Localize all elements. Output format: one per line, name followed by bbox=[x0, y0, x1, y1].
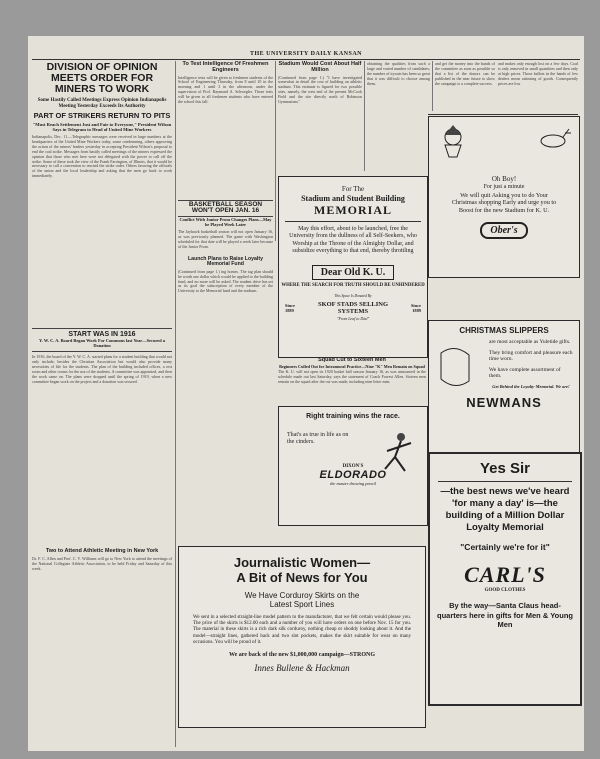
basketball-story: The Jayhawk basketball season will not open January 16, as was previously planned. The game with Washington scheduled for that date will be played a week later because of the Junior Prom. bbox=[178, 229, 273, 249]
squad-story: The K. U. will not open its 1920 basket ball season January 16, as was announced in the schedule made out last Saturday, says the statement of Coach Forrest Allen. Sixteen men remain on the squad after the cut was made, including nine letter men. bbox=[278, 370, 426, 385]
loyalty-fund-headline: Launch Plans to Raise Loyalty Memorial Fund bbox=[188, 255, 263, 268]
hackman-title-1: Journalistic Women— bbox=[233, 555, 371, 570]
divider bbox=[428, 114, 578, 115]
carls-footer: By the way—Santa Claus head-quarters here in gifts for Men & Young Men bbox=[437, 601, 573, 629]
obers-logo: Ober's bbox=[480, 222, 527, 239]
loyalty-fund-story: (Continued from page 1.) ing homes. The tag plan should be worth one dollar which would be applied to the building fund, and no more will be asked. The student drive has set as its goal the subscription of every member of the University to the Memorial fund and the stadium. bbox=[178, 269, 273, 294]
coal-supply-story: and makes only enough lost on a few days. Coal is only removed in small quantities and then only at high prices. Those ballots in the hands of few dealers mean rationing of goods. Consequently prices are low bbox=[498, 62, 578, 86]
slippers-text-4: Get Behind the Loyalty-Memorial. We are! bbox=[492, 383, 570, 389]
memorial-since-right: Since 1889 bbox=[410, 302, 421, 313]
carls-logo-sub: GOOD CLOTHES bbox=[484, 588, 526, 593]
y-w-c-a-heading: START WAS IN 1916 bbox=[68, 331, 136, 339]
slippers-heading: CHRISTMAS SLIPPERS bbox=[459, 326, 549, 335]
column-rule bbox=[175, 61, 176, 747]
engineers-headline: To Test Intelligence Of Freshmen Engineers bbox=[182, 61, 269, 73]
obers-oh-boy: Oh Boy! bbox=[491, 175, 517, 183]
slippers-text-2: They bring comfort and pleasure each time worn. bbox=[489, 349, 573, 363]
obers-ad bbox=[428, 116, 580, 278]
basketball-subhead: Conflict With Junior Prom Changes Plans—May be Played Week Later bbox=[179, 217, 272, 227]
memorial-slogan: Dear Old K. U. bbox=[312, 265, 395, 280]
dixon-tagline: the master drawing pencil bbox=[330, 481, 376, 486]
carls-logo: CARL'S bbox=[464, 562, 546, 587]
memorial-slogan-2: WHERE THE SEARCH FOR TRUTH SHOULD BE UNHINDERED bbox=[281, 282, 425, 288]
memorial-text: May this effort, about to be launched, free the University from the dullness of all Self-Seekers, who Worship at the Throne of the Almighty Dollar, and subsidize everything to that end, thereby throttling bbox=[289, 226, 417, 255]
memorial-company-logo: SKOF STADS SELLING SYSTEMS bbox=[317, 300, 389, 315]
engineers-story: Intelligence tests will be given to freshmen students of the School of Engineering Thursday, from 8 until 10 in the morning and 1 until 3 in the afternoon, under the supervision of Prof. Raymond A. Schwegler. Those tests will be given to all freshmen students who have entered the school this fall. bbox=[178, 75, 273, 105]
memorial-tagline: "From Leaf to Dial" bbox=[336, 315, 370, 321]
dixon-text: That's as true in life as on the cinders. bbox=[287, 432, 349, 445]
lead-headline: DIVISION OF OPINION MEETS ORDER FOR MINERS TO WORK bbox=[46, 61, 158, 96]
y-w-c-a-story: In 1916, the board of the Y. W. C. A. started plans for a student building that would not only include, besides the Christian Association but would also provide many necessities of life for the students. The plan of the building included offices, a rest room and other rooms for the use of the students. A committee was appointed, and then the work came on. The plans were dropped until the spring of 1919, when a new committee began work on the project and a donation was secured. bbox=[32, 355, 172, 384]
stadium-cost-headline: Stadium Would Cost About Half Million bbox=[278, 61, 362, 73]
basketball-headline: BASKETBALL SEASON WON'T OPEN JAN. 16 bbox=[188, 200, 263, 215]
column-rule bbox=[364, 61, 365, 171]
column-1 bbox=[32, 62, 172, 745]
hackman-ad bbox=[178, 546, 426, 728]
hackman-campaign: We are back of the new $1,000,000 campaign—STRONG bbox=[228, 652, 376, 659]
squad-headline: Squad Cut to Sixteen Men bbox=[318, 358, 386, 363]
dixon-headline: Right training wins the race. bbox=[306, 413, 400, 420]
carls-yes-sir: Yes Sir bbox=[479, 460, 531, 477]
carls-text: —the best news we've heard 'for many a day' is—the building of a Million Dollar Loyalty Memorial bbox=[440, 486, 570, 533]
memorial-title-2: MEMORIAL bbox=[314, 203, 392, 217]
runner-drawing-icon bbox=[361, 429, 421, 479]
hackman-title-2: A Bit of News for You bbox=[236, 570, 368, 585]
memorial-since-left: Since 1889 bbox=[285, 302, 296, 313]
stadium-cost-story: (Continued from page 1.) "I have investigated somewhat in detail the cost of building an athletic stadium. This estimate is figured for two possible sites, namely, the west end of the present McCook Field and the site directly north of Robinson Gymnasium." bbox=[278, 75, 362, 105]
lead-subhead-2: "Must Reach Settlement Just and Fair to Everyone," President Wilson Says in Telegram to Head of United Mine Workers bbox=[32, 121, 172, 132]
hackman-subtitle-1: We Have Corduroy Skirts on the bbox=[244, 591, 360, 600]
newspaper-page bbox=[28, 36, 584, 751]
dixon-brand: DIXON'S bbox=[342, 464, 364, 469]
column-rule bbox=[275, 61, 276, 241]
obers-text: We will quit Asking you to do Your Christmas shopping Early and urge you to Boost for the new Stadium for K. U. bbox=[451, 192, 557, 214]
slippers-text-3: We have complete assortment of them. bbox=[489, 366, 561, 380]
dixon-ad bbox=[278, 406, 428, 526]
memorial-title-1: Stadium and Student Building bbox=[301, 194, 405, 203]
eldorado-logo: ELDORADO bbox=[319, 469, 387, 481]
athletic-meeting-story: Dr. F. C. Allen and Prof. C. V. Williams will go to New York to attend the meetings of the National Collegiate Athletic Association, to be held Friday and Saturday of this week. bbox=[32, 556, 172, 571]
y-w-c-a-box bbox=[32, 328, 172, 352]
carls-certainly: "Certainly we're for it" bbox=[460, 542, 550, 552]
coal-story-continued: obtaining the qualities from such a large and varied number of candidates; the number of tryouts has been so great that it was difficult to choose among them. bbox=[367, 62, 430, 86]
lead-subhead: Some Hastily Called Meetings Express Opinion Indianapolis Meeting Yesterday Exceeds Its Authority bbox=[37, 98, 167, 109]
hackman-subtitle-2: Latest Sport Lines bbox=[269, 600, 335, 609]
obers-for-minute: For just a minute bbox=[483, 184, 525, 190]
memorial-donated: This Space Is Donated By bbox=[334, 293, 372, 298]
memorial-ad bbox=[278, 176, 428, 358]
slipper-drawing-icon bbox=[435, 343, 475, 393]
carls-ad bbox=[428, 452, 582, 706]
squad-story-block bbox=[278, 358, 426, 404]
y-w-c-a-subhead: Y. W. C. A. Board Began Work For Commons last Year—Secured a Donation bbox=[39, 338, 165, 349]
squad-subhead: Beginners Culled Out for Intramural Practice—Nine "K" Men Remain on Squad bbox=[279, 363, 425, 369]
hackman-text: We sent in a selected straight-line model pattern to the manufacturer, that we felt certain would please you. The price of the skirts is $12.00 each and a number of you will have orders on one before Nov. 15 for you. The material in these skirts is a rich dark silk corduroy, nothing cheap or shoddy looking about it. And the model—straight lines, gathered back and two slot pockets, makes the skirt suitable for wear on many occasions. You will be proud of it. bbox=[193, 615, 411, 645]
memorial-for-the: For The bbox=[341, 185, 365, 193]
athletic-meeting-heading: Two to Attend Athletic Meeting in New York bbox=[45, 548, 159, 555]
lead-story: Indianapolis, Dec. 11.—Telegraphic messages were received in large numbers at the headquarters of the United Mine Workers today, some condemning, others approving the action of the miners' leaders yesterday in accepting President Wilson's proposal to end the coal strike. Messages from hastily called meetings of the miners expressed the opinion that those who met here were not delegated with the power to call off the strike. Some of these took the view of the Frank Farrington, of Illinois, that it would be necessary to call a convention to rescind the strike order. Others favoring the officials of the union and the local leadership and asking that the men go back to work immediately. bbox=[32, 135, 172, 179]
lead-headline-2: PART OF STRIKERS RETURN TO PITS bbox=[33, 111, 171, 121]
newmans-ad bbox=[428, 320, 580, 462]
masthead-rule bbox=[32, 59, 580, 60]
newmans-logo: NEWMANS bbox=[466, 394, 542, 410]
hackman-signature: Innes Bullene & Hackman bbox=[254, 663, 350, 674]
campaign-story-continued: and get the money into the hands of the committee as soon as possible so that a list of the donors can be published in the near future to show the campaign is a complete success. bbox=[435, 62, 495, 86]
santa-figure-icon bbox=[435, 123, 471, 159]
slippers-text-1: are most acceptable as Yuletide gifts. bbox=[489, 339, 571, 345]
column-rule bbox=[432, 61, 433, 111]
reindeer-sketch-icon bbox=[533, 125, 573, 153]
masthead: THE UNIVERSITY DAILY KANSAN bbox=[249, 51, 363, 57]
